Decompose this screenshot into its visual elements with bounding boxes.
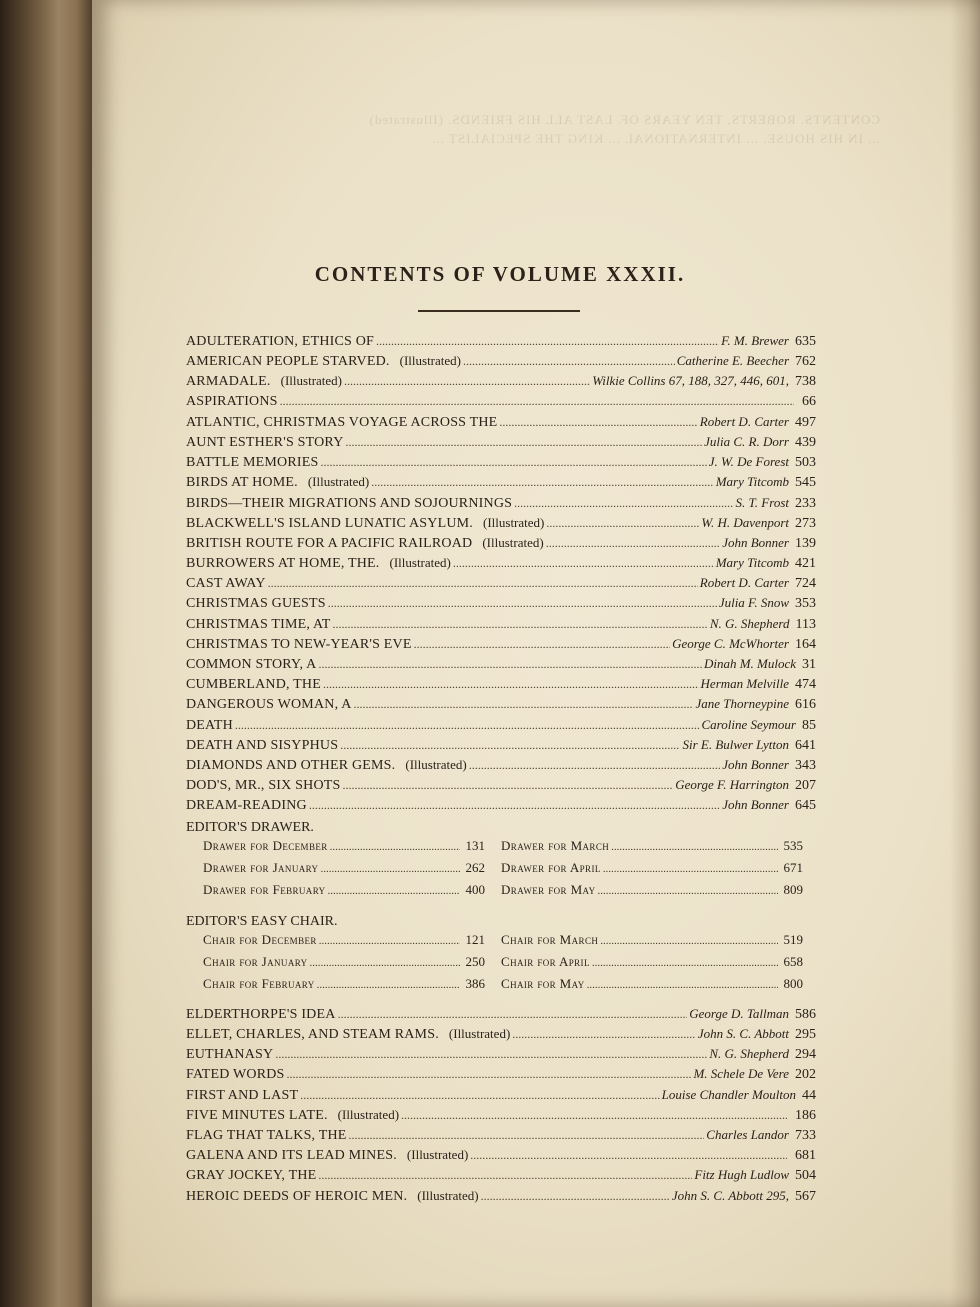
- entry-page: 439: [795, 434, 816, 450]
- dot-leader: [333, 617, 708, 632]
- sub-entry-label: Drawer for May: [501, 881, 596, 897]
- entry-page: 273: [795, 515, 816, 531]
- dot-leader: [328, 885, 460, 897]
- sub-entry: [501, 976, 803, 998]
- dot-leader: [598, 885, 778, 897]
- entry-page: 586: [795, 1006, 816, 1022]
- entry-author: Jane Thorneypine: [695, 696, 789, 712]
- entry-title: CHRISTMAS TO NEW-YEAR'S EVE: [186, 636, 412, 652]
- dot-leader: [340, 738, 680, 753]
- entry-page: 641: [795, 737, 816, 753]
- entry-page: 681: [795, 1148, 816, 1164]
- sub-entry: [501, 882, 803, 904]
- dot-leader: [376, 334, 719, 349]
- entry-author: John S. C. Abbott: [697, 1026, 789, 1042]
- entry-page: 164: [795, 636, 816, 652]
- sub-entry-label: Chair for January: [203, 953, 308, 969]
- toc-entry: [186, 434, 816, 454]
- dot-leader: [499, 415, 697, 430]
- entries-list-a: [186, 333, 816, 818]
- sub-entry-label: Chair for February: [203, 975, 315, 991]
- entry-title: ADULTERATION, ETHICS OF: [186, 334, 375, 349]
- toc-entry: [186, 1147, 816, 1167]
- sub-entry: [501, 954, 803, 976]
- entry-page: 738: [795, 374, 816, 390]
- sub-entry: [203, 838, 485, 860]
- entry-illustrated-note: (Illustrated): [307, 474, 370, 490]
- dot-leader: [514, 496, 733, 511]
- toc-entry: [186, 1006, 816, 1026]
- sub-entry-page: 519: [783, 931, 803, 947]
- entry-author: W. H. Davenport: [701, 514, 789, 530]
- toc-entry: [186, 757, 816, 777]
- drawer-grid: [203, 838, 816, 904]
- dot-leader: [309, 798, 720, 813]
- toc-entry: [186, 717, 816, 737]
- entry-page: 113: [795, 616, 816, 632]
- entry-title: FIRST AND LAST: [186, 1087, 299, 1103]
- entry-author: Mary Titcomb: [715, 474, 789, 490]
- entry-page: 645: [795, 798, 816, 814]
- page-title: CONTENTS OF VOLUME XXXII.: [314, 262, 686, 286]
- sub-entry-label: Drawer for December: [203, 837, 328, 853]
- sub-entry-label: Chair for March: [501, 931, 599, 947]
- dot-leader: [349, 1128, 705, 1143]
- entry-page: 733: [795, 1128, 816, 1143]
- toc-entry: [186, 575, 816, 595]
- page-edge-shadow: [950, 0, 980, 1307]
- dot-leader: [414, 637, 671, 652]
- dot-leader: [592, 957, 778, 969]
- entry-illustrated-note: (Illustrated): [337, 1106, 400, 1122]
- toc-entry: [186, 656, 816, 676]
- entry-author: Robert D. Carter: [699, 413, 789, 429]
- entry-page: 207: [795, 778, 816, 794]
- entry-author: Louise Chandler Moulton: [661, 1086, 796, 1102]
- sub-entry-label: Chair for April: [501, 953, 590, 969]
- entry-title: BLACKWELL'S ISLAND LUNATIC ASYLUM.: [186, 515, 473, 531]
- sub-entry-page: 131: [465, 837, 485, 853]
- entry-illustrated-note: (Illustrated): [482, 534, 544, 550]
- entry-title: ARMADALE.: [186, 374, 271, 390]
- toc-entry: [186, 414, 816, 434]
- toc-entry: [186, 737, 816, 757]
- sub-entry-page: 658: [783, 953, 803, 969]
- entry-author: Julia F. Snow: [718, 595, 789, 611]
- entry-title: DIAMONDS AND OTHER GEMS.: [186, 757, 396, 773]
- toc-entry: [186, 676, 816, 696]
- toc-entry: [186, 373, 816, 393]
- title-rule: [418, 310, 580, 312]
- toc-entry: [186, 636, 816, 656]
- entry-title: DEATH AND SISYPHUS: [186, 737, 339, 753]
- sub-entry: [203, 976, 485, 998]
- entry-illustrated-note: (Illustrated): [483, 514, 545, 530]
- dot-leader: [319, 935, 460, 947]
- entry-title: ELDERTHORPE'S IDEA: [186, 1006, 336, 1022]
- toc-entry: [186, 394, 816, 414]
- entry-title: BRITISH ROUTE FOR A PACIFIC RAILROAD: [186, 535, 473, 551]
- dot-leader: [587, 979, 778, 991]
- dot-leader: [323, 677, 699, 692]
- entry-illustrated-note: (Illustrated): [389, 555, 451, 571]
- book-cover-edge: [0, 0, 98, 1307]
- entry-page: 724: [795, 576, 816, 592]
- dot-leader: [470, 1148, 787, 1163]
- entry-title: ELLET, CHARLES, AND STEAM RAMS.: [186, 1027, 439, 1043]
- section-heading-chair: EDITOR'S EASY CHAIR.: [186, 913, 338, 929]
- entry-author: George C. McWhorter: [672, 635, 789, 651]
- toc-entry: [186, 595, 816, 615]
- dot-leader: [346, 435, 703, 450]
- sub-entry: [501, 838, 803, 860]
- dot-leader: [512, 1027, 696, 1042]
- toc-entry: [186, 495, 816, 515]
- sub-entry-label: Drawer for April: [501, 859, 601, 875]
- toc-entry: [186, 555, 816, 575]
- entry-title: BIRDS—THEIR MIGRATIONS AND SOJOURNINGS: [186, 495, 513, 511]
- sub-entry-label: Drawer for February: [203, 881, 326, 897]
- entry-page: 616: [795, 697, 816, 713]
- dot-leader: [371, 475, 713, 490]
- dot-leader: [280, 394, 794, 409]
- entry-page: 567: [795, 1188, 816, 1204]
- entry-author: John Bonner: [722, 797, 789, 813]
- entry-illustrated-note: (Illustrated): [448, 1026, 511, 1042]
- toc-entry: [186, 454, 816, 474]
- dot-leader: [287, 1067, 692, 1082]
- entry-page: 139: [795, 535, 816, 551]
- sub-entry-page: 262: [465, 859, 485, 875]
- entry-page: 762: [795, 354, 816, 370]
- entry-title: ASPIRATIONS: [186, 393, 278, 409]
- dot-leader: [546, 536, 720, 551]
- section-heading-drawer: EDITOR'S DRAWER.: [186, 819, 314, 835]
- entry-page: 421: [795, 556, 816, 572]
- sub-entry: [501, 860, 803, 882]
- entry-page: 545: [795, 475, 816, 491]
- sub-entry: [203, 860, 485, 882]
- entry-title: HEROIC DEEDS OF HEROIC MEN.: [186, 1188, 408, 1204]
- entry-title: FLAG THAT TALKS, THE: [186, 1128, 347, 1143]
- table-of-contents: [186, 333, 816, 1208]
- entry-page: 44: [802, 1087, 816, 1103]
- entry-title: COMMON STORY, A: [186, 657, 317, 672]
- toc-entry: [186, 1046, 816, 1066]
- entry-author: J. W. De Forest: [708, 454, 789, 470]
- entry-author: M. Schele De Vere: [693, 1066, 789, 1082]
- toc-entry: [186, 1087, 816, 1107]
- bleed-through-text: CONTENTS. ROBERTS, TEN YEARS OF. LAST ALL HIS FRIENDS. (Illustrated) ... IN HIS HOUSE. ... INTERNATIONAL ... KING THE SPECIALIST ...: [368, 112, 880, 146]
- dot-leader: [300, 1088, 659, 1103]
- entry-title: CAST AWAY: [186, 576, 266, 592]
- entry-author: John Bonner: [722, 534, 789, 550]
- entry-page: 474: [795, 677, 816, 693]
- entry-title: DREAM-READING: [186, 798, 307, 814]
- entry-title: DOD'S, MR., SIX SHOTS: [186, 778, 341, 794]
- entry-author: John S. C. Abbott 295,: [671, 1187, 789, 1203]
- entry-illustrated-note: (Illustrated): [280, 373, 343, 389]
- dot-leader: [469, 758, 720, 773]
- entry-title: CHRISTMAS GUESTS: [186, 596, 326, 612]
- dot-leader: [321, 455, 707, 470]
- entry-author: John Bonner: [722, 756, 789, 772]
- entries-list-b: [186, 1006, 816, 1208]
- dot-leader: [603, 863, 778, 875]
- toc-entry: [186, 333, 816, 353]
- entry-author: Robert D. Carter: [699, 575, 789, 591]
- entry-author: Caroline Seymour: [701, 716, 796, 732]
- entry-title: AMERICAN PEOPLE STARVED.: [186, 354, 390, 370]
- entry-author: George D. Tallman: [689, 1005, 789, 1021]
- sub-entry-page: 400: [465, 881, 485, 897]
- sub-entry-page: 386: [465, 975, 485, 991]
- entry-title: BATTLE MEMORIES: [186, 455, 319, 471]
- entry-author: N. G. Shepherd: [709, 1046, 789, 1062]
- dot-leader: [318, 657, 701, 672]
- entry-page: 233: [795, 495, 816, 511]
- entry-author: Wilkie Collins 67, 188, 327, 446, 601,: [592, 373, 789, 389]
- toc-entry: [186, 616, 816, 636]
- entry-illustrated-note: (Illustrated): [399, 353, 461, 369]
- entry-page: 295: [795, 1027, 816, 1043]
- dot-leader: [481, 1189, 670, 1204]
- dot-leader: [343, 778, 674, 793]
- sub-entry-page: 671: [783, 859, 803, 875]
- entry-page: 343: [795, 757, 816, 773]
- entry-illustrated-note: (Illustrated): [406, 1147, 469, 1163]
- entry-page: 202: [795, 1067, 816, 1083]
- entry-author: S. T. Frost: [735, 494, 789, 510]
- dot-leader: [453, 556, 714, 571]
- entry-title: DEATH: [186, 717, 233, 733]
- entry-author: Herman Melville: [700, 676, 789, 692]
- entry-page: 186: [795, 1107, 816, 1123]
- toc-entry: [186, 1167, 816, 1187]
- toc-entry: [186, 353, 816, 373]
- entry-author: Sir E. Bulwer Lytton: [682, 736, 789, 752]
- dot-leader: [344, 374, 590, 389]
- entry-page: 503: [795, 455, 816, 471]
- dot-leader: [354, 697, 694, 712]
- sub-entry: [203, 954, 485, 976]
- sub-entry-page: 535: [783, 837, 803, 853]
- sub-entry-page: 800: [783, 975, 803, 991]
- entry-author: Catherine E. Beecher: [676, 353, 789, 369]
- sub-entry: [501, 932, 803, 954]
- chair-grid: [203, 932, 816, 998]
- sub-entry: [203, 882, 485, 904]
- toc-entry: [186, 797, 816, 817]
- dot-leader: [600, 935, 777, 947]
- entry-title: BURROWERS AT HOME, THE.: [186, 556, 380, 572]
- entry-author: Charles Landor: [706, 1127, 789, 1142]
- sub-entry-page: 250: [465, 953, 485, 969]
- sub-entry-label: Chair for May: [501, 975, 585, 991]
- dot-leader: [320, 863, 459, 875]
- entry-title: FIVE MINUTES LATE.: [186, 1107, 328, 1123]
- dot-leader: [546, 516, 699, 531]
- entry-page: 635: [795, 334, 816, 349]
- entry-title: BIRDS AT HOME.: [186, 475, 298, 491]
- entry-title: FATED WORDS: [186, 1067, 285, 1083]
- entry-author: F. M. Brewer: [721, 333, 789, 348]
- toc-entry: [186, 1026, 816, 1046]
- entry-title: EUTHANASY: [186, 1047, 274, 1063]
- entry-title: GRAY JOCKEY, THE: [186, 1168, 317, 1184]
- dot-leader: [330, 841, 460, 853]
- toc-entry: [186, 474, 816, 494]
- dot-leader: [611, 841, 777, 853]
- entry-page: 31: [802, 657, 816, 672]
- entry-author: Julia C. R. Dorr: [704, 433, 789, 449]
- toc-entry: [186, 1107, 816, 1127]
- sub-entry-label: Drawer for January: [203, 859, 319, 875]
- entry-illustrated-note: (Illustrated): [417, 1187, 479, 1203]
- entry-title: CUMBERLAND, THE: [186, 677, 321, 693]
- entry-page: 504: [795, 1168, 816, 1184]
- sub-entry-page: 809: [783, 881, 803, 897]
- entry-title: AUNT ESTHER'S STORY: [186, 434, 344, 450]
- entry-page: 497: [795, 414, 816, 430]
- toc-entry: [186, 696, 816, 716]
- dot-leader: [317, 979, 460, 991]
- entry-author: George F. Harrington: [675, 777, 789, 793]
- sub-entry: [203, 932, 485, 954]
- entry-page: 294: [795, 1047, 816, 1063]
- toc-entry: [186, 1188, 816, 1208]
- entry-title: DANGEROUS WOMAN, A: [186, 697, 352, 713]
- entry-illustrated-note: (Illustrated): [405, 756, 467, 772]
- entry-page: 353: [795, 596, 816, 612]
- toc-entry: [186, 1127, 816, 1147]
- toc-entry: [186, 777, 816, 797]
- toc-entry: [186, 535, 816, 555]
- sub-entry-label: Chair for December: [203, 931, 317, 947]
- dot-leader: [275, 1047, 707, 1062]
- dot-leader: [310, 957, 460, 969]
- entry-author: Fitz Hugh Ludlow: [694, 1167, 789, 1183]
- toc-entry: [186, 1066, 816, 1086]
- entry-page: 66: [802, 393, 816, 409]
- dot-leader: [338, 1007, 688, 1022]
- entry-title: ATLANTIC, CHRISTMAS VOYAGE ACROSS THE: [186, 414, 498, 430]
- dot-leader: [268, 576, 698, 591]
- dot-leader: [318, 1168, 692, 1183]
- dot-leader: [328, 596, 717, 611]
- dot-leader: [235, 718, 700, 733]
- entry-author: Mary Titcomb: [715, 555, 789, 571]
- entry-page: 85: [802, 717, 816, 733]
- dot-leader: [463, 354, 675, 369]
- sub-entry-label: Drawer for March: [501, 837, 610, 853]
- entry-title: CHRISTMAS TIME, AT: [186, 616, 331, 632]
- dot-leader: [401, 1108, 787, 1123]
- entry-author: N. G. Shepherd: [709, 615, 790, 631]
- sub-entry-page: 121: [465, 931, 485, 947]
- entry-author: Dinah M. Mulock: [703, 656, 796, 671]
- entry-title: GALENA AND ITS LEAD MINES.: [186, 1148, 397, 1164]
- toc-entry: [186, 515, 816, 535]
